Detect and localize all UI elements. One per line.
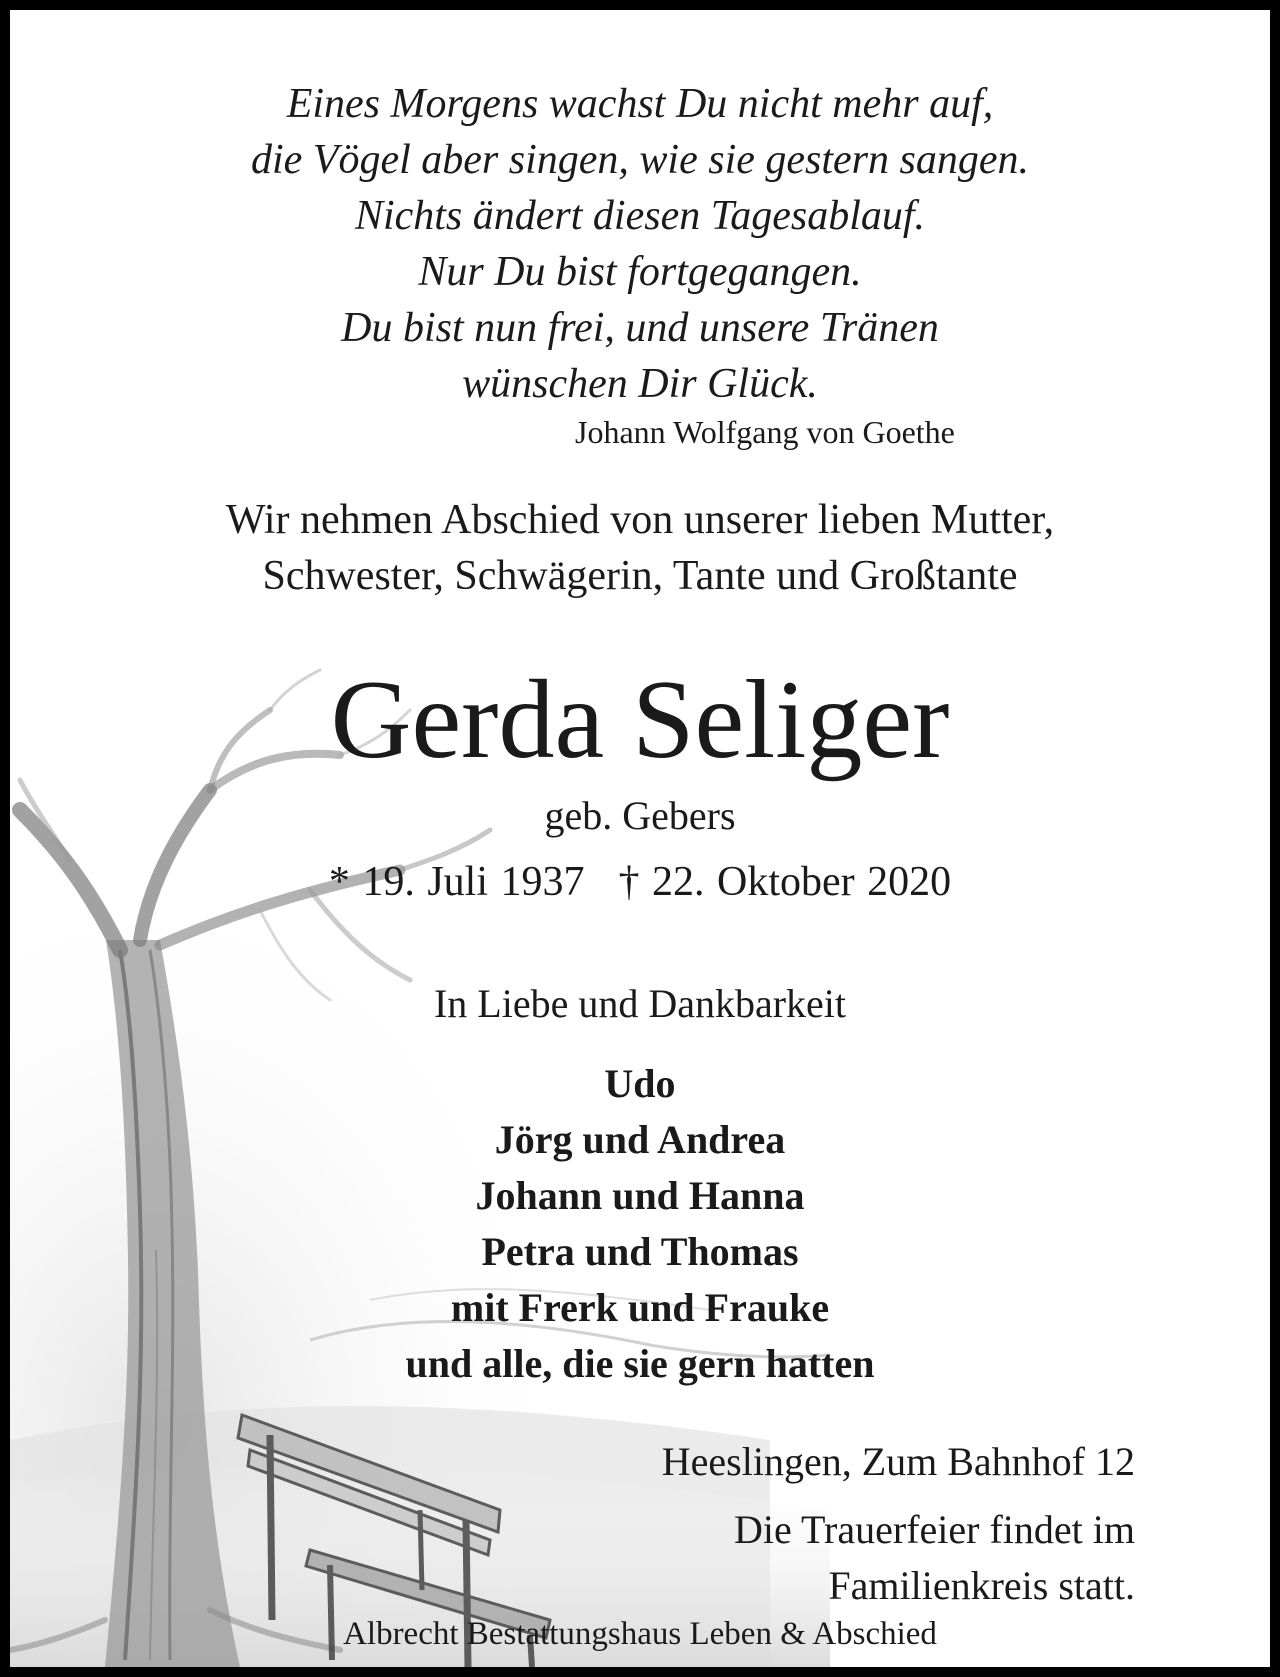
greeting: In Liebe und Dankbarkeit <box>433 981 847 1026</box>
mourner: Udo <box>604 1061 676 1106</box>
poem-line: Du bist nun frei, und unsere Tränen <box>341 305 939 351</box>
address: Heeslingen, Zum Bahnhof 12 <box>661 1439 1135 1484</box>
life-dates <box>10 856 1270 908</box>
poem-line: Nur Du bist fortgegangen. <box>418 249 862 295</box>
funeral-service-note <box>734 1502 1135 1614</box>
poem-line: Eines Morgens wachst Du nicht mehr auf, <box>286 81 994 127</box>
poem-line: wünschen Dir Glück. <box>462 361 818 407</box>
farewell-intro <box>10 492 1270 604</box>
service-line: Die Trauerfeier findet im <box>734 1507 1135 1552</box>
poem-line: die Vögel aber singen, wie sie gestern sangen. <box>250 137 1030 183</box>
mourner: mit Frerk und Frauke <box>450 1285 830 1330</box>
mourner: Jörg und Andrea <box>494 1117 786 1162</box>
mourner: und alle, die sie gern hatten <box>405 1341 875 1386</box>
birth-date: * 19. Juli 1937 <box>328 859 585 905</box>
intro-line: Wir nehmen Abschied von unserer lieben Mutter, <box>225 497 1055 543</box>
mourners-list <box>10 1056 1270 1392</box>
service-line: Familienkreis statt. <box>828 1563 1135 1608</box>
poem <box>10 76 1270 412</box>
funeral-home: Albrecht Bestattungshaus Leben & Abschied <box>343 1616 937 1652</box>
death-date: † 22. Oktober 2020 <box>618 859 952 905</box>
intro-line: Schwester, Schwägerin, Tante und Großtante <box>262 553 1018 599</box>
birth-name: geb. Gebers <box>544 793 736 838</box>
mourner: Petra und Thomas <box>481 1229 799 1274</box>
deceased-name: Gerda Seliger <box>330 658 950 782</box>
poem-author: Johann Wolfgang von Goethe <box>575 414 955 450</box>
poem-line: Nichts ändert diesen Tagesablauf. <box>354 193 926 239</box>
mourner: Johann und Hanna <box>475 1173 805 1218</box>
